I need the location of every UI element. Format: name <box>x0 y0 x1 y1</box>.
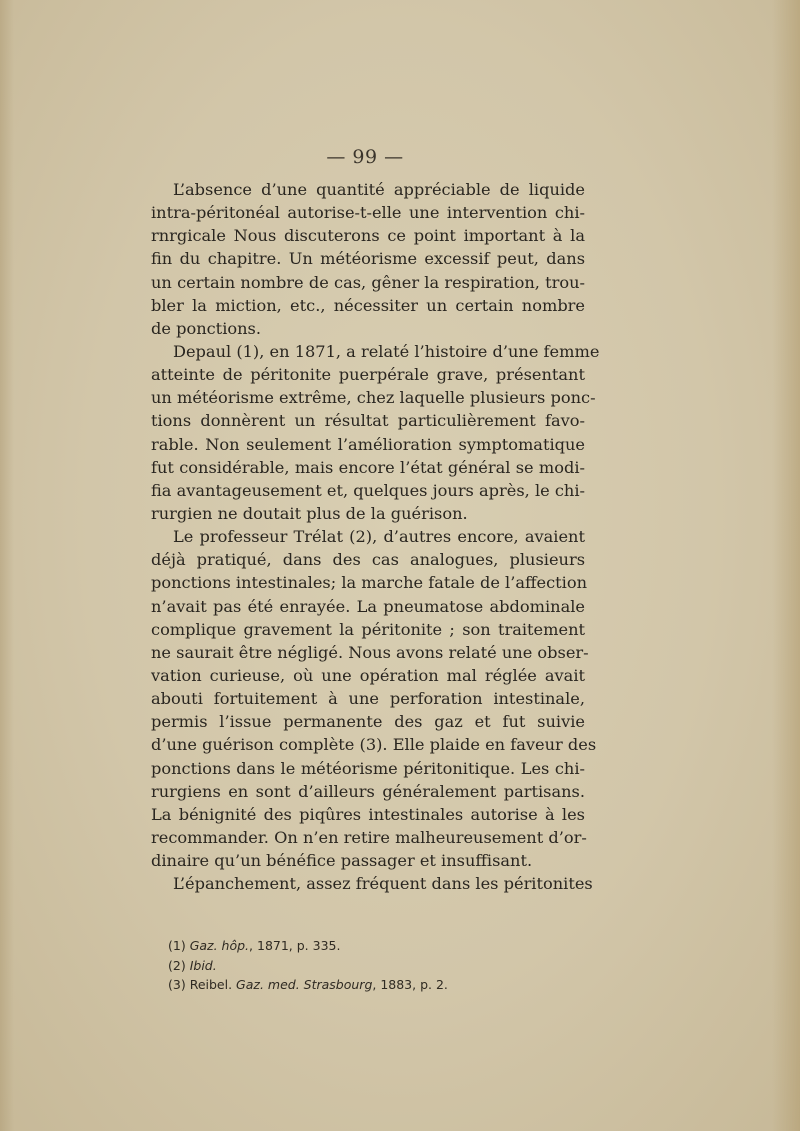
text-line: permis l’issue permanente des gaz et fut suivie <box>151 712 585 732</box>
text-line: L’absence d’une quantité appréciable de liquide <box>173 180 585 199</box>
text-line: de ponctions. <box>151 318 261 338</box>
footnote-source: Gaz. hôp. <box>189 938 250 953</box>
text-line: fia avantageusement et, quelques jours après, le chi- <box>151 480 585 500</box>
text-line: ponctions intestinales; la marche fatale de l’affection <box>151 573 588 593</box>
text-line: rable. Non seulement l’amélioration symptomatique <box>151 434 585 454</box>
text-line: atteinte de péritonite puerpérale grave, présentant <box>151 365 585 385</box>
text-line: ne saurait être négligé. Nous avons relaté une obser- <box>151 642 589 662</box>
text-line: fin du chapitre. Un météorisme excessif peut, dans <box>151 249 585 269</box>
footnote-marker: (1) <box>168 938 186 953</box>
footnotes <box>168 936 588 995</box>
footnote-marker: (2) <box>168 957 186 973</box>
text-line: complique gravement la péritonite ; son traitement <box>151 619 585 639</box>
text-line: fut considérable, mais encore l’état général se modi- <box>151 457 585 477</box>
page-edge-shadow-left <box>0 0 14 1131</box>
footnote-reference: , 1883, p. 2. <box>372 977 448 992</box>
text-line: abouti fortuitement à une perforation intestinale, <box>151 689 585 709</box>
paragraph <box>151 340 600 525</box>
paragraph <box>151 178 585 340</box>
footnote-source: Ibid. <box>189 957 217 973</box>
page-number: — 99 — <box>326 146 404 168</box>
text-line: La bénignité des piqûres intestinales autorise à les <box>151 804 585 824</box>
text-line: rurgiens en sont d’ailleurs généralement partisans. <box>151 781 585 801</box>
footnote-author: Reibel. <box>189 977 233 992</box>
text-line: déjà pratiqué, dans des cas analogues, plusieurs <box>151 550 585 570</box>
body-text <box>151 178 600 895</box>
text-line: un météorisme extrême, chez laquelle plusieurs ponc- <box>151 388 596 408</box>
text-line: L’épanchement, assez fréquent dans les péritonites <box>173 874 593 894</box>
text-line: rurgien ne doutait plus de la guérison. <box>151 503 468 523</box>
text-line: intra-péritonéal autorise-t-elle une intervention chi- <box>151 203 585 223</box>
text-line: Depaul (1), en 1871, a relaté l’histoire d’une femme <box>173 341 600 361</box>
footnote-marker: (3) <box>168 977 186 992</box>
text-line: n’avait pas été enrayée. La pneumatose abdominale <box>151 596 585 616</box>
page-edge-shadow-right <box>772 0 800 1131</box>
paragraph <box>151 525 597 872</box>
text-line: d’une guérison complète (3). Elle plaide en faveur des <box>151 735 597 755</box>
footnote <box>168 975 588 995</box>
text-line: recommander. On n’en retire malheureusement d’or- <box>151 827 587 847</box>
text-line: rnrgicale Nous discuterons ce point important à la <box>151 226 585 246</box>
text-line: bler la miction, etc., nécessiter un certain nombre <box>151 295 585 315</box>
footnote-source: Gaz. med. Strasbourg <box>236 977 373 992</box>
text-line: Le professeur Trélat (2), d’autres encore, avaient <box>173 527 585 547</box>
footnote <box>168 936 588 956</box>
text-line: vation curieuse, où une opération mal réglée avait <box>151 665 585 685</box>
footnote-reference: , 1871, p. 335. <box>249 938 341 953</box>
footnote <box>168 956 588 976</box>
text-line: un certain nombre de cas, gêner la respiration, trou- <box>151 272 585 292</box>
text-line: ponctions dans le météorisme péritonitique. Les chi- <box>151 758 585 778</box>
text-line: tions donnèrent un résultat particulièrement favo- <box>151 411 585 431</box>
text-line: dinaire qu’un bénéfice passager et insuffisant. <box>151 851 533 871</box>
paragraph <box>151 872 593 895</box>
